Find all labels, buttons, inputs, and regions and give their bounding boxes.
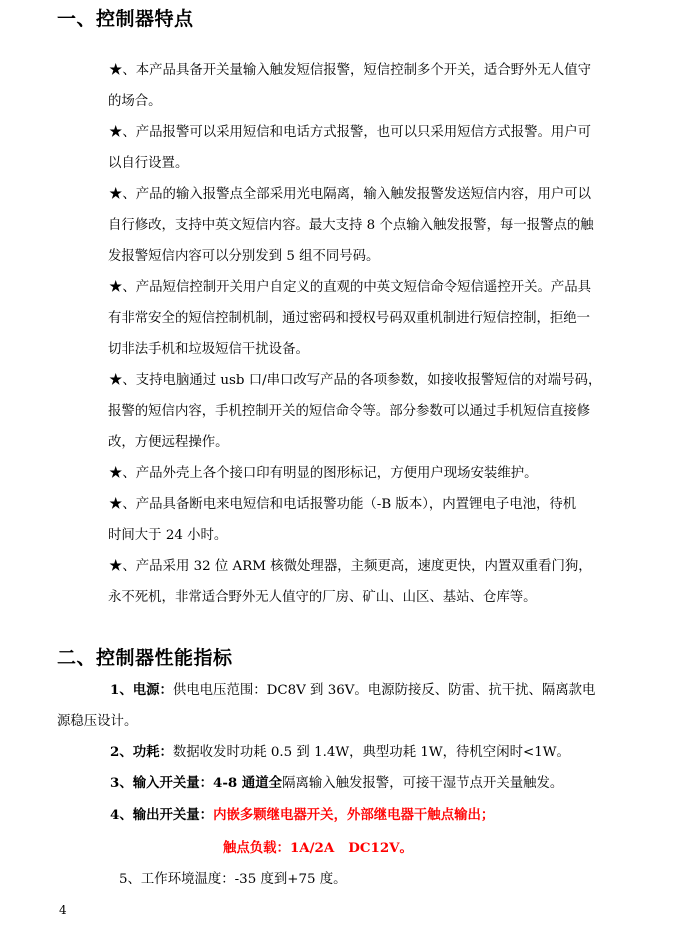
feature-line: 发报警短信内容可以分别发到 5 组不同号码。	[108, 249, 380, 264]
spec-consumption-label: 2、功耗：	[110, 744, 173, 760]
feature-line: ★、产品具备断电来电短信和电话报警功能（-B 版本），内置锂电子电池，待机	[109, 497, 577, 512]
feature-line: 有非常安全的短信控制机制，通过密码和授权号码双重机制进行短信控制，拒绝一	[108, 311, 591, 326]
feature-line: 切非法手机和垃圾短信干扰设备。	[108, 342, 309, 357]
section-1-title: 一、控制器特点	[57, 8, 194, 30]
feature-item	[109, 179, 619, 272]
feature-item	[109, 489, 619, 551]
spec-output	[110, 800, 494, 831]
spec-power-label: 1、电源：	[110, 682, 173, 698]
spec-input	[110, 768, 563, 799]
feature-line: ★、产品报警可以采用短信和电话方式报警，也可以只采用短信方式报警。用户可	[109, 125, 592, 140]
page-number: 4	[59, 903, 67, 917]
feature-item	[109, 55, 619, 117]
feature-line: ★、本产品具备开关量输入触发短信报警，短信控制多个开关，适合野外无人值守	[109, 63, 592, 78]
feature-line: 永不死机，非常适合野外无人值守的厂房、矿山、山区、基站、仓库等。	[108, 590, 537, 605]
feature-line: ★、支持电脑通过 usb 口/串口改写产品的各项参数，如接收报警短信的对端号码，	[109, 373, 602, 388]
spec-consumption	[110, 737, 570, 768]
feature-item	[109, 551, 619, 613]
feature-line: ★、产品采用 32 位 ARM 核微处理器，主频更高，速度更快，内置双重看门狗，	[109, 559, 592, 574]
spec-power-text: 供电电压范围：DC8V 到 36V。电源防接反、防雷、抗干扰、隔离款电	[172, 683, 596, 698]
spec-consumption-text: 数据收发时功耗 0.5 到 1.4W，典型功耗 1W，待机空闲时<1W。	[172, 745, 570, 760]
feature-line: ★、产品的输入报警点全部采用光电隔离，输入触发报警发送短信内容，用户可以	[109, 187, 592, 202]
feature-line: 报警的短信内容，手机控制开关的短信命令等。部分参数可以通过手机短信直接修	[108, 404, 591, 419]
spec-input-text: 隔离输入触发报警，可接干湿节点开关量触发。	[282, 776, 564, 791]
spec-temperature: 5、工作环境温度：-35 度到+75 度。	[119, 872, 347, 887]
feature-line: ★、产品外壳上各个接口印有明显的图形标记，方便用户现场安装维护。	[109, 466, 538, 481]
feature-line: ★、产品短信控制开关用户自定义的直观的中英文短信命令短信遥控开关。产品具	[109, 280, 592, 295]
feature-item	[109, 117, 619, 179]
spec-input-label: 3、输入开关量：4-8 通道全	[110, 775, 283, 791]
spec-power	[110, 675, 595, 706]
spec-output-text: 内嵌多颗继电器开关，外部继电器干触点输出；	[213, 807, 495, 823]
feature-line: 时间大于 24 小时。	[108, 528, 228, 543]
spec-output-label: 4、输出开关量：	[110, 807, 214, 823]
feature-item	[109, 458, 619, 489]
feature-line: 的场合。	[108, 94, 162, 109]
spec-output-load: 触点负载：1A/2A DC12V。	[223, 840, 413, 856]
feature-line: 改，方便远程操作。	[108, 435, 229, 450]
feature-line: 以自行设置。	[108, 156, 189, 171]
spec-power-cont: 源稳压设计。	[57, 714, 138, 729]
feature-line: 自行修改，支持中英文短信内容。最大支持 8 个点输入触发报警，每一报警点的触	[108, 218, 594, 233]
section-2-title: 二、控制器性能指标	[57, 647, 233, 669]
feature-item	[109, 272, 619, 365]
feature-item	[109, 365, 619, 458]
